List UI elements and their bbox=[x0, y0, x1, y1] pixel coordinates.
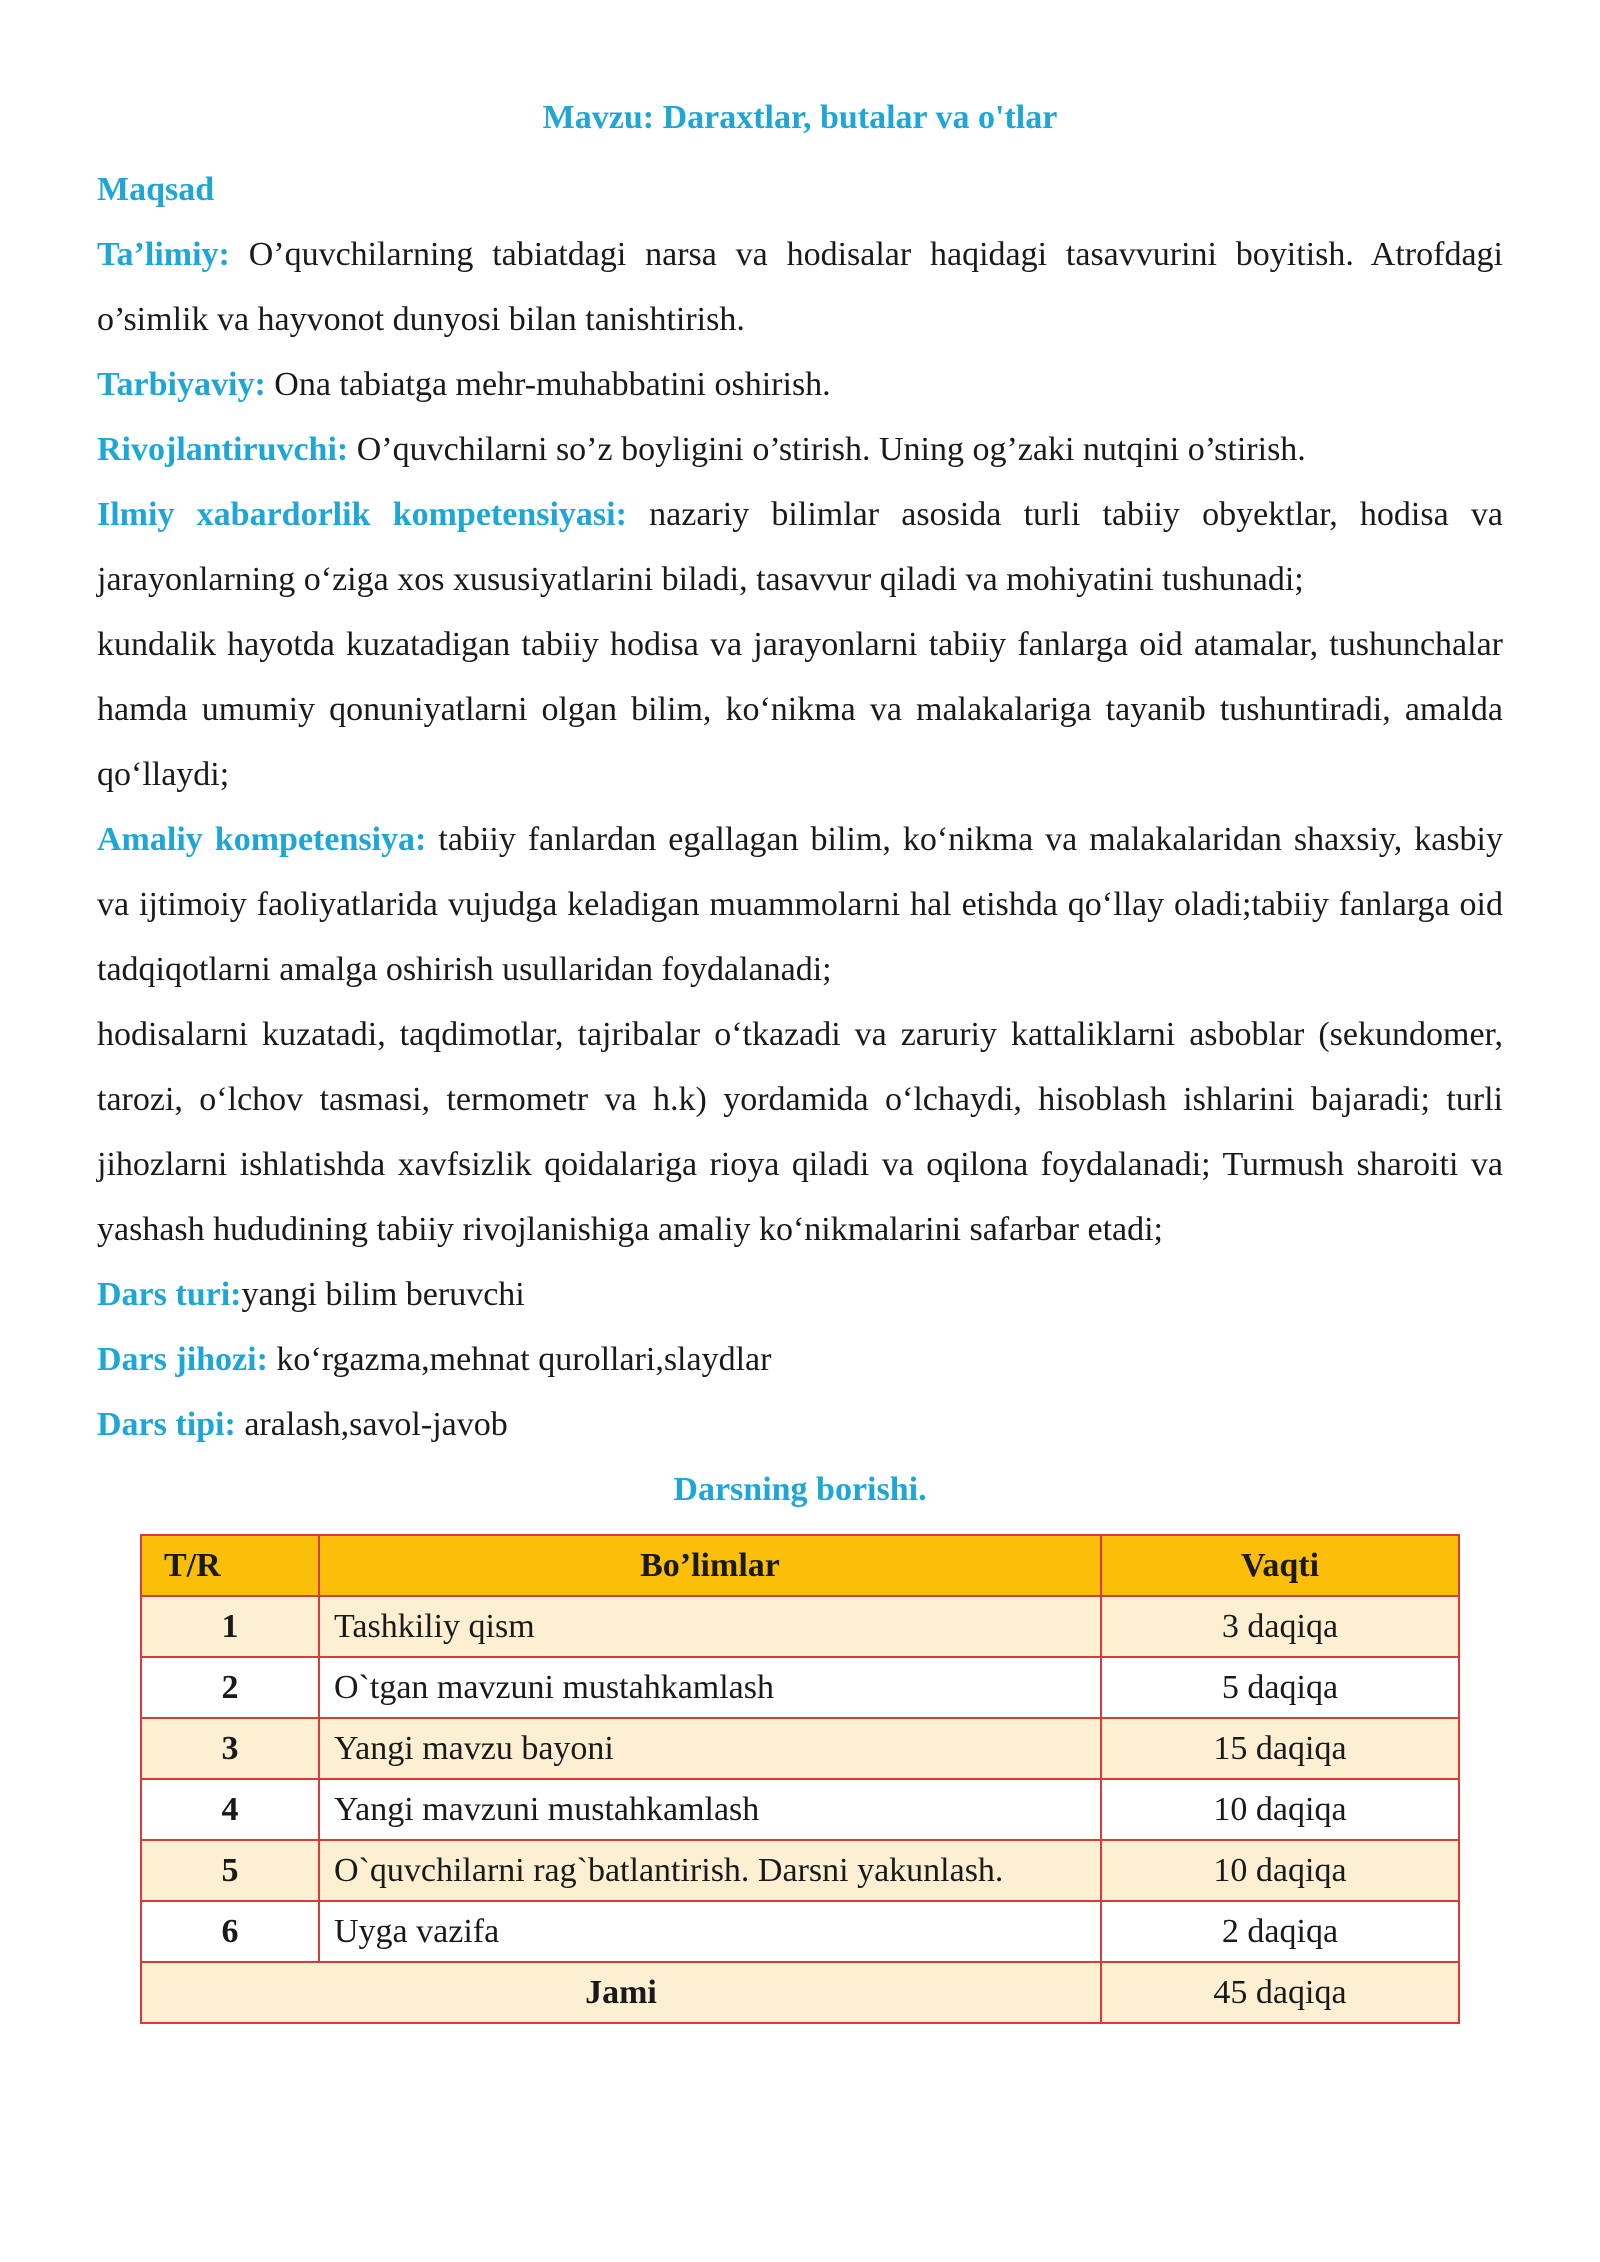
row-time: 10 daqiqa bbox=[1101, 1779, 1459, 1840]
header-time: Vaqti bbox=[1101, 1535, 1459, 1596]
table-total-row bbox=[141, 1962, 1459, 2023]
maqsad-heading: Maqsad bbox=[97, 171, 215, 208]
talimiy-paragraph bbox=[97, 222, 1503, 352]
row-section: Yangi mavzu bayoni bbox=[319, 1718, 1101, 1779]
row-time: 10 daqiqa bbox=[1101, 1840, 1459, 1901]
talimiy-text: O’quvchilarning tabiatdagi narsa va hodisalar haqidagi tasavvurini boyitish. Atrofdagi o’simlik va hayvonot dunyosi bilan tanishtirish. bbox=[97, 236, 1503, 338]
row-number: 3 bbox=[141, 1718, 319, 1779]
rivojlantiruvchi-text: O’quvchilarni so’z boyligini o’stirish. Uning og’zaki nutqini o’stirish. bbox=[348, 431, 1306, 468]
lesson-plan-title: Darsning borishi. bbox=[673, 1471, 927, 1508]
table-row bbox=[141, 1718, 1459, 1779]
ilmiy-paragraph-2: kundalik hayotda kuzatadigan tabiiy hodisa va jarayonlarni tabiiy fanlarga oid atamalar, tushunchalar hamda umumiy qonuniyatlarni olgan bilim, ko‘nikma va malakalariga tayanib tushuntiradi, amalda qo‘llaydi; bbox=[97, 626, 1503, 793]
ilmiy-text: nazariy bilimlar asosida turli tabiiy obyektlar, hodisa va jarayonlarning o‘ziga xos xususiyatlarini biladi, tasavvur qiladi va mohiyatini tushunadi; bbox=[97, 496, 1503, 598]
rivojlantiruvchi-paragraph bbox=[97, 417, 1503, 482]
dars-jihozi-text: ko‘rgazma,mehnat qurollari,slaydlar bbox=[267, 1341, 772, 1378]
row-time: 2 daqiqa bbox=[1101, 1901, 1459, 1962]
header-number: T/R bbox=[141, 1535, 319, 1596]
row-number: 4 bbox=[141, 1779, 319, 1840]
tarbiyaviy-text: Ona tabiatga mehr-muhabbatini oshirish. bbox=[265, 366, 831, 403]
row-section: Tashkiliy qism bbox=[319, 1596, 1101, 1657]
row-time: 15 daqiqa bbox=[1101, 1718, 1459, 1779]
amaliy-text: tabiiy fanlardan egallagan bilim, ko‘nikma va malakalaridan shaxsiy, kasbiy va ijtimoiy faoliyatlarida vujudga keladigan muammolarni hal etishda qo‘llay oladi;tabiiy fanlarga oid tadqiqotlarni amalga oshirish usullaridan foydalanadi; bbox=[97, 821, 1503, 988]
amaliy-label: Amaliy kompetensiya: bbox=[97, 821, 427, 858]
total-label: Jami bbox=[141, 1962, 1101, 2023]
row-number: 1 bbox=[141, 1596, 319, 1657]
table-row bbox=[141, 1596, 1459, 1657]
tarbiyaviy-paragraph bbox=[97, 352, 1503, 417]
total-time: 45 daqiqa bbox=[1101, 1962, 1459, 2023]
row-section: O`quvchilarni rag`batlantirish. Darsni yakunlash. bbox=[319, 1840, 1101, 1901]
dars-jihozi-line bbox=[97, 1327, 1503, 1392]
row-section: O`tgan mavzuni mustahkamlash bbox=[319, 1657, 1101, 1718]
table-row bbox=[141, 1901, 1459, 1962]
page-title: Mavzu: Daraxtlar, butalar va o'tlar bbox=[542, 99, 1058, 136]
row-section: Uyga vazifa bbox=[319, 1901, 1101, 1962]
row-number: 2 bbox=[141, 1657, 319, 1718]
amaliy-paragraph-2: hodisalarni kuzatadi, taqdimotlar, tajribalar o‘tkazadi va zaruriy kattaliklarni asboblar (sekundomer, tarozi, o‘lchov tasmasi, termometr va h.k) yordamida o‘lchaydi, hisoblash ishlarini bajaradi; turli jihozlarni ishlatishda xavfsizlik qoidalariga rioya qiladi va oqilona foydalanadi; Turmush sharoiti va yashash hududining tabiiy rivojlanishiga amaliy ko‘nikmalarini safarbar etadi; bbox=[97, 1016, 1503, 1248]
header-sections: Bo’limlar bbox=[319, 1535, 1101, 1596]
row-time: 3 daqiqa bbox=[1101, 1596, 1459, 1657]
tarbiyaviy-label: Tarbiyaviy: bbox=[97, 366, 266, 403]
talimiy-label: Ta’limiy: bbox=[97, 236, 230, 273]
dars-tipi-label: Dars tipi: bbox=[97, 1406, 236, 1443]
row-time: 5 daqiqa bbox=[1101, 1657, 1459, 1718]
dars-turi-text: yangi bilim beruvchi bbox=[241, 1276, 525, 1313]
table-header-row bbox=[141, 1535, 1459, 1596]
dars-turi-label: Dars turi: bbox=[97, 1276, 242, 1313]
dars-turi-line bbox=[97, 1262, 1503, 1327]
table-row bbox=[141, 1840, 1459, 1901]
row-number: 6 bbox=[141, 1901, 319, 1962]
dars-tipi-line bbox=[97, 1392, 1503, 1457]
table-row bbox=[141, 1657, 1459, 1718]
ilmiy-label: Ilmiy xabardorlik kompetensiyasi: bbox=[97, 496, 627, 533]
row-number: 5 bbox=[141, 1840, 319, 1901]
ilmiy-paragraph bbox=[97, 482, 1503, 612]
amaliy-paragraph bbox=[97, 807, 1503, 1002]
rivojlantiruvchi-label: Rivojlantiruvchi: bbox=[97, 431, 349, 468]
table-row bbox=[141, 1779, 1459, 1840]
lesson-plan-table bbox=[140, 1534, 1460, 2024]
row-section: Yangi mavzuni mustahkamlash bbox=[319, 1779, 1101, 1840]
dars-tipi-text: aralash,savol-javob bbox=[235, 1406, 508, 1443]
dars-jihozi-label: Dars jihozi: bbox=[97, 1341, 268, 1378]
